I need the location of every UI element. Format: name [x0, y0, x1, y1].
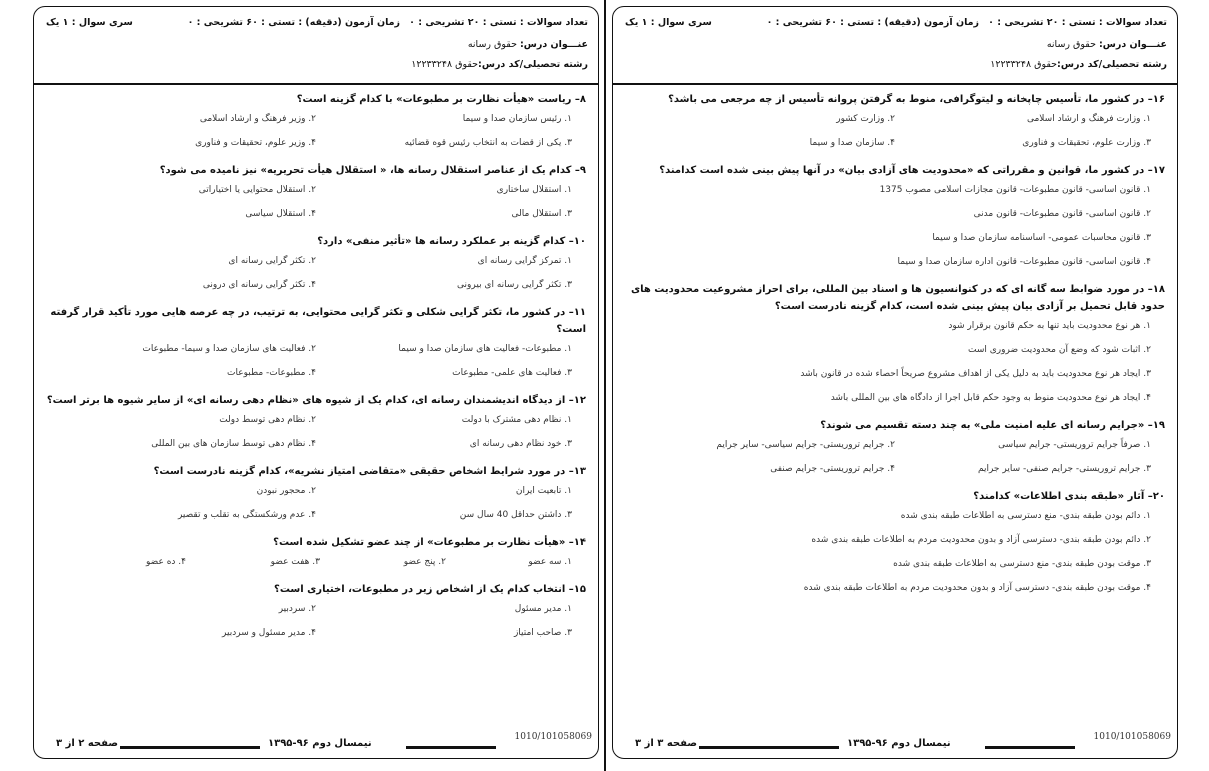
question-text: ۲۰– آثار «طبقه بندی اطلاعات» کدامند؟ [973, 491, 1165, 502]
question-8 [44, 91, 586, 162]
option-4[interactable]: ۴. ده عضو [146, 557, 186, 567]
option-1[interactable]: ۱. سه عضو [528, 557, 572, 567]
option-1[interactable]: ۱. مطبوعات- فعالیت های سازمان صدا و سیما [398, 344, 572, 354]
option-4[interactable]: ۴. وزیر علوم، تحقیقات و فناوری [195, 138, 316, 148]
option-3[interactable]: ۳. ایجاد هر نوع محدودیت باید به دلیل یکی از اهداف مشروع صریحاً احصاء شده در قانون باشد [800, 369, 1151, 379]
question-text: ۱۰– کدام گزینه بر عملکرد رسانه ها «تأثیر منفی» دارد؟ [317, 236, 586, 247]
option-3[interactable]: ۳. استقلال مالی [511, 209, 572, 219]
question-text: ۱۲– از دیدگاه اندیشمندان رسانه ای، کدام یک از شیوه های «نظام دهی رسانه ای» از سایر شیوه ها برتر است؟ [46, 395, 586, 406]
option-1[interactable]: ۱. قانون اساسی- قانون مطبوعات- قانون مجازات اسلامی مصوب 1375 [879, 185, 1151, 195]
option-1[interactable]: ۱. دائم بودن طبقه بندی- منع دسترسی به اطلاعات طبقه بندی شده [900, 511, 1151, 521]
question-20 [623, 488, 1165, 607]
option-1[interactable]: ۱. رئیس سازمان صدا و سیما [462, 114, 572, 124]
option-3[interactable]: ۳. فعالیت های علمی- مطبوعات [452, 368, 572, 378]
footer-rule [699, 746, 839, 749]
question-18 [623, 281, 1165, 417]
option-4[interactable]: ۴. موقت بودن طبقه بندی- دسترسی آزاد و بدون محدودیت مردم به اطلاعات طبقه بندی شده [803, 583, 1151, 593]
option-3[interactable]: ۳. موقت بودن طبقه بندی- منع دسترسی به اطلاعات طبقه بندی شده [893, 559, 1151, 569]
option-1[interactable]: ۱. نظام دهی مشترک با دولت [461, 415, 572, 425]
option-4[interactable]: ۴. جرایم تروریستی- جرایم صنفی [770, 464, 895, 474]
exam-page-2 [33, 6, 599, 759]
option-4[interactable]: ۴. مدیر مسئول و سردبیر [222, 628, 316, 638]
option-2[interactable]: ۲. وزارت کشور [836, 114, 895, 124]
option-2[interactable]: ۲. نظام دهی توسط دولت [219, 415, 316, 425]
option-2[interactable]: ۲. محجور نبودن [256, 486, 316, 496]
option-2[interactable]: ۲. دائم بودن طبقه بندی- دسترسی آزاد و بدون محدودیت مردم به اطلاعات طبقه بندی شده [811, 535, 1151, 545]
option-1[interactable]: ۱. صرفاً جرایم تروریستی- جرایم سیاسی [998, 440, 1151, 450]
question-series: سری سوال : ۱ یک [625, 17, 712, 28]
option-1[interactable]: ۱. مدیر مسئول [514, 604, 572, 614]
question-count: تعداد سوالات : تستی : ۲۰ تشریحی : ۰ [988, 17, 1167, 28]
option-1[interactable]: ۱. هر نوع محدودیت باید تنها به حکم قانون برقرار شود [948, 321, 1151, 331]
option-3[interactable]: ۳. داشتن حداقل 40 سال سن [459, 510, 572, 520]
option-4[interactable]: ۴. ایجاد هر نوع محدودیت منوط به وجود حکم قابل اجرا از دادگاه های بین المللی باشد [830, 393, 1151, 403]
option-3[interactable]: ۳. جرایم تروریستی- جرایم صنفی- سایر جرایم [977, 464, 1151, 474]
question-10 [44, 233, 586, 304]
course-title: عنـــوان درس: حقوق رسانه [467, 39, 588, 50]
exam-time: زمان آزمون (دقیقه) : تستی : ۶۰ تشریحی : ۰ [766, 17, 979, 28]
course-field: رشته تحصیلی/کد درس:حقوق ۱۲۲۳۳۲۴۸ [990, 59, 1167, 70]
option-2[interactable]: ۲. استقلال محتوایی یا اختیاراتی [198, 185, 316, 195]
exam-time: زمان آزمون (دقیقه) : تستی : ۶۰ تشریحی : ۰ [187, 17, 400, 28]
exam-header [613, 7, 1177, 75]
question-16 [623, 91, 1165, 162]
option-4[interactable]: ۴. عدم ورشکستگی به تقلب و تقصیر [177, 510, 316, 520]
option-2[interactable]: ۲. فعالیت های سازمان صدا و سیما- مطبوعات [142, 344, 316, 354]
header-rule [613, 83, 1177, 85]
exam-header [34, 7, 598, 75]
option-4[interactable]: ۴. سازمان صدا و سیما [809, 138, 895, 148]
question-12 [44, 392, 586, 463]
question-text: ۱۵– انتخاب کدام یک از اشخاص زیر در مطبوعات، اختیاری است؟ [274, 584, 586, 595]
question-text: ۱۴– «هیأت نظارت بر مطبوعات» از چند عضو تشکیل شده است؟ [273, 537, 586, 548]
option-4[interactable]: ۴. استقلال سیاسی [245, 209, 316, 219]
questions-list [623, 91, 1165, 607]
option-3[interactable]: ۳. قانون محاسبات عمومی- اساسنامه سازمان صدا و سیما [932, 233, 1151, 243]
option-4[interactable]: ۴. قانون اساسی- قانون مطبوعات- قانون اداره سازمان صدا و سیما [897, 257, 1151, 267]
question-text: ۱۱– در کشور ما، تکثر گرایی شکلی و تکثر گرایی محتوایی، به ترتیب، در چه عرصه هایی مورد تأکید قرار گرفته است؟ [50, 307, 586, 335]
question-14 [44, 534, 586, 581]
term-label: نیمسال دوم ۹۶-۱۳۹۵ [268, 738, 372, 749]
option-3[interactable]: ۳. هفت عضو [270, 557, 320, 567]
option-2[interactable]: ۲. اثبات شود که وضع آن محدودیت ضروری است [968, 345, 1151, 355]
question-text: ۸– ریاست «هیأت نظارت بر مطبوعات» با کدام گزینه است؟ [296, 94, 586, 105]
exam-page-3 [612, 6, 1178, 759]
header-rule [34, 83, 598, 85]
questions-list [44, 91, 586, 652]
page-number: صفحه ۳ از ۳ [635, 738, 697, 749]
option-3[interactable]: ۳. صاحب امتیاز [513, 628, 572, 638]
option-2[interactable]: ۲. قانون اساسی- قانون مطبوعات- قانون مدنی [973, 209, 1151, 219]
page-divider [604, 0, 606, 771]
option-1[interactable]: ۱. وزارت فرهنگ و ارشاد اسلامی [1026, 114, 1151, 124]
option-1[interactable]: ۱. تمرکز گرایی رسانه ای [477, 256, 572, 266]
option-3[interactable]: ۳. تکثر گرایی رسانه ای بیرونی [457, 280, 572, 290]
option-3[interactable]: ۳. وزارت علوم، تحقیقات و فناوری [1022, 138, 1151, 148]
question-text: ۱۷– در کشور ما، قوانین و مقرراتی که «محدودیت های آزادی بیان» در آنها پیش بینی شده است کدامند؟ [659, 165, 1165, 176]
option-2[interactable]: ۲. تکثر گرایی رسانه ای [228, 256, 316, 266]
question-text: ۱۸– در مورد ضوابط سه گانه ای که در کنوانسیون ها و اسناد بین المللی، برای احراز مشروعیت محدودیت های حدود قابل تحمیل بر آزادی بیان پیش بینی شده است، کدام گزینه نادرست است؟ [630, 284, 1165, 312]
option-2[interactable]: ۲. وزیر فرهنگ و ارشاد اسلامی [199, 114, 316, 124]
footer-rule [985, 746, 1075, 749]
question-17 [623, 162, 1165, 281]
option-3[interactable]: ۳. خود نظام دهی رسانه ای [469, 439, 572, 449]
course-field: رشته تحصیلی/کد درس:حقوق ۱۲۲۳۳۲۴۸ [411, 59, 588, 70]
question-text: ۱۶– در کشور ما، تأسیس چاپخانه و لیتوگرافی، منوط به گرفتن پروانه تأسیس از چه مرجعی می باشد؟ [668, 94, 1165, 105]
question-text: ۱۹– «جرایم رسانه ای علیه امنیت ملی» به چند دسته تقسیم می شوند؟ [820, 420, 1165, 431]
footer-rule [120, 746, 260, 749]
option-4[interactable]: ۴. تکثر گرایی رسانه ای درونی [202, 280, 316, 290]
term-label: نیمسال دوم ۹۶-۱۳۹۵ [847, 738, 951, 749]
option-2[interactable]: ۲. سردبیر [278, 604, 316, 614]
question-series: سری سوال : ۱ یک [46, 17, 133, 28]
option-1[interactable]: ۱. استقلال ساختاری [496, 185, 572, 195]
question-15 [44, 581, 586, 652]
exam-code: 1010/101058069 [514, 732, 592, 742]
question-9 [44, 162, 586, 233]
page-number: صفحه ۲ از ۳ [56, 738, 118, 749]
course-title: عنـــوان درس: حقوق رسانه [1046, 39, 1167, 50]
question-19 [623, 417, 1165, 488]
option-2[interactable]: ۲. پنج عضو [403, 557, 446, 567]
question-13 [44, 463, 586, 534]
question-count: تعداد سوالات : تستی : ۲۰ تشریحی : ۰ [409, 17, 588, 28]
question-11 [44, 304, 586, 392]
option-2[interactable]: ۲. جرایم تروریستی- جرایم سیاسی- سایر جرایم [716, 440, 895, 450]
question-text: ۹– کدام یک از عناصر استقلال رسانه ها، « استقلال هیأت تحریریه» نیز نامیده می شود؟ [159, 165, 586, 176]
footer-rule [406, 746, 496, 749]
page-footer [34, 732, 598, 758]
option-4[interactable]: ۴. مطبوعات- مطبوعات [227, 368, 316, 378]
page-footer [613, 732, 1177, 758]
exam-code: 1010/101058069 [1093, 732, 1171, 742]
question-text: ۱۳– در مورد شرایط اشخاص حقیقی «متقاضی امتیاز نشریه»، کدام گزینه نادرست است؟ [153, 466, 586, 477]
option-4[interactable]: ۴. نظام دهی توسط سازمان های بین المللی [151, 439, 316, 449]
option-3[interactable]: ۳. یکی از قضات به انتخاب رئیس قوه قضائیه [404, 138, 572, 148]
option-1[interactable]: ۱. تابعیت ایران [515, 486, 572, 496]
